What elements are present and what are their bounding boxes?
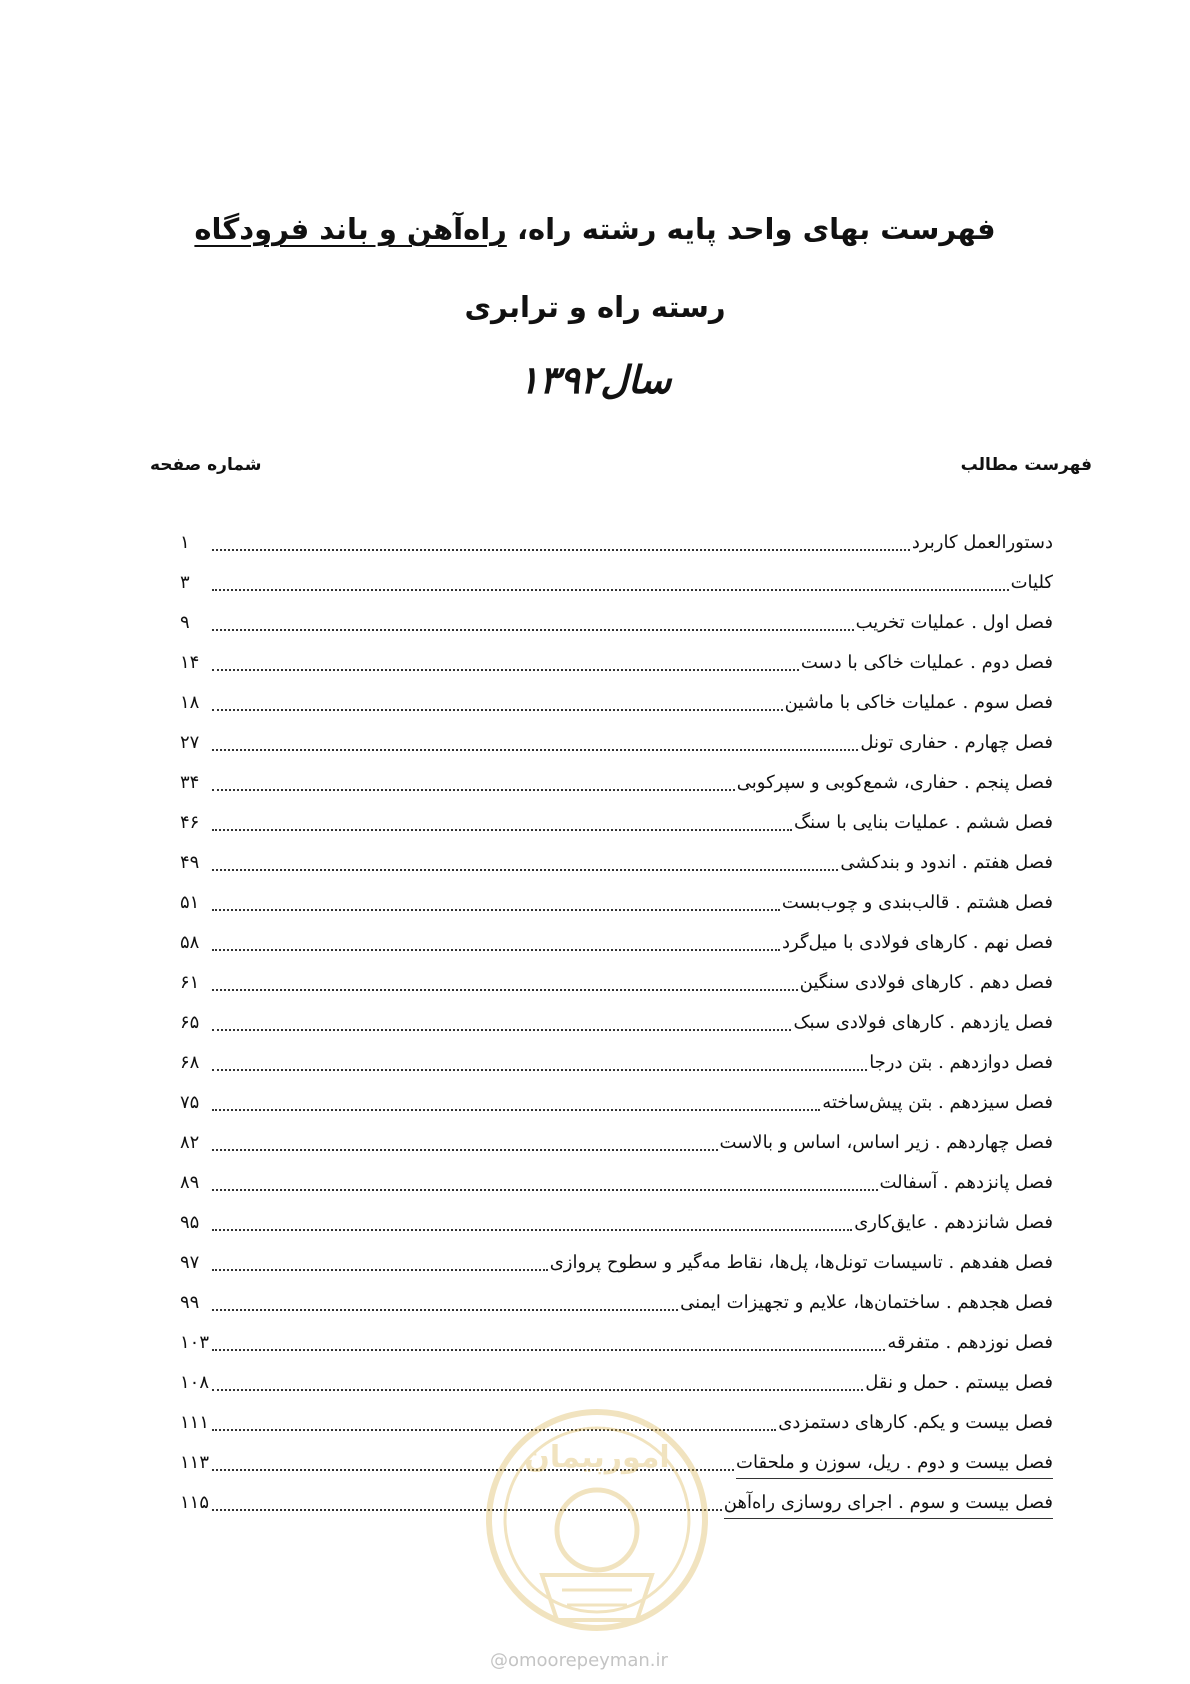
toc-entry	[180, 650, 1053, 690]
toc-entry-label: فصل شانزدهم . عایق‌کاری	[854, 1212, 1053, 1233]
dot-leader	[212, 1370, 863, 1391]
toc-entry	[180, 1250, 1053, 1290]
document-year: سال۱۳۹۲	[518, 358, 672, 402]
toc-entry-page-number: ۱۱۵	[180, 1492, 210, 1513]
toc-entry-label: فصل نوزدهم . متفرقه	[887, 1332, 1053, 1353]
toc-entry-label: فصل پانزدهم . آسفالت	[879, 1172, 1053, 1193]
toc-entry	[180, 970, 1053, 1010]
toc-entry-label: فصل بیست و دوم . ریل، سوزن و ملحقات	[736, 1450, 1053, 1479]
toc-entry	[180, 770, 1053, 810]
toc-entry-page-number: ۱۱۳	[180, 1452, 210, 1473]
toc-entry-label: فصل بیستم . حمل و نقل	[865, 1372, 1053, 1393]
toc-entry-label: فصل یازدهم . کارهای فولادی سبک	[793, 1012, 1053, 1033]
seal-watermark	[482, 1405, 712, 1635]
toc-entry-label: فصل اول . عملیات تخریب	[855, 612, 1053, 633]
toc-entry-page-number: ۹۷	[180, 1252, 200, 1273]
toc-entry-page-number: ۵۱	[180, 892, 200, 913]
toc-entry-page-number: ۹	[180, 612, 190, 633]
toc-entry	[180, 1330, 1053, 1370]
toc-entry-page-number: ۳۴	[180, 772, 200, 793]
toc-entry-label: فصل ششم . عملیات بنایی با سنگ	[793, 812, 1053, 833]
dot-leader	[212, 570, 1009, 591]
dot-leader	[212, 530, 910, 551]
toc-entry-page-number: ۶۵	[180, 1012, 200, 1033]
toc-entry	[180, 530, 1053, 570]
toc-entry	[180, 1290, 1053, 1330]
toc-entry-label: فصل دوازدهم . بتن درجا	[869, 1052, 1053, 1073]
title-line1-prefix: فهرست بهای واحد پایه رشته راه،	[506, 212, 996, 246]
toc-entry	[180, 1210, 1053, 1250]
toc-entry-page-number: ۶۱	[180, 972, 200, 993]
dot-leader	[212, 1250, 548, 1271]
toc-entry-page-number: ۱	[180, 532, 190, 553]
dot-leader	[212, 1130, 718, 1151]
dot-leader	[212, 970, 798, 991]
dot-leader	[212, 1170, 878, 1191]
toc-entry-label: کلیات	[1010, 572, 1053, 593]
dot-leader	[212, 810, 792, 831]
dot-leader	[212, 610, 854, 631]
toc-entry-page-number: ۱۰۸	[180, 1372, 210, 1393]
toc-entry-page-number: ۱۴	[180, 652, 200, 673]
toc-entry	[180, 930, 1053, 970]
toc-entry	[180, 1050, 1053, 1090]
toc-entry-label: فصل نهم . کارهای فولادی با میل‌گرد	[782, 932, 1053, 953]
toc-entry-page-number: ۸۲	[180, 1132, 200, 1153]
toc-entry-label: فصل بیست و یکم. کارهای دستمزدی	[778, 1412, 1053, 1433]
dot-leader	[212, 1210, 852, 1231]
toc-entry	[180, 730, 1053, 770]
toc-entry-page-number: ۷۵	[180, 1092, 200, 1113]
dot-leader	[212, 850, 838, 871]
dot-leader	[212, 690, 783, 711]
toc-entry-page-number: ۸۹	[180, 1172, 200, 1193]
toc-entry-page-number: ۱۱۱	[180, 1412, 210, 1433]
toc-entry	[180, 1090, 1053, 1130]
watermark-url: @omoorepeyman.ir	[490, 1650, 668, 1671]
toc-entry-label: فصل هجدهم . ساختمان‌ها، علایم و تجهیزات ایمنی	[680, 1292, 1053, 1313]
toc-entry	[180, 850, 1053, 890]
toc-entry-page-number: ۱۰۳	[180, 1332, 210, 1353]
document-title	[0, 212, 1190, 246]
toc-entry-page-number: ۶۸	[180, 1052, 200, 1073]
dot-leader	[212, 1090, 820, 1111]
toc-entry-label: فصل سیزدهم . بتن پیش‌ساخته	[822, 1092, 1053, 1113]
dot-leader	[212, 1330, 885, 1351]
toc-entry-page-number: ۳	[180, 572, 190, 593]
toc-entry-label: فصل پنجم . حفاری، شمع‌کوبی و سپرکوبی	[736, 772, 1053, 793]
toc-entry-label: فصل بیست و سوم . اجرای روسازی راه‌آهن	[724, 1490, 1053, 1519]
toc-heading: فهرست مطالب	[960, 455, 1092, 475]
toc-entry-label: فصل هفدهم . تاسیسات تونل‌ها، پل‌ها، نقاط مه‌گیر و سطوح پروازی	[549, 1252, 1053, 1273]
title-line1-underlined: راه‌آهن و باند فرودگاه	[194, 212, 507, 246]
toc-entry	[180, 1130, 1053, 1170]
toc-entry	[180, 690, 1053, 730]
dot-leader	[212, 1290, 678, 1311]
dot-leader	[212, 770, 735, 791]
dot-leader	[212, 650, 799, 671]
seal-text: امورپیمان	[524, 1440, 670, 1475]
toc-entry-label: فصل چهارم . حفاری تونل	[860, 732, 1053, 753]
toc-entry-page-number: ۵۸	[180, 932, 200, 953]
table-of-contents	[180, 530, 1053, 1530]
toc-entry-page-number: ۱۸	[180, 692, 200, 713]
toc-entry-label: دستورالعمل کاربرد	[911, 532, 1053, 553]
toc-entry-label: فصل چهاردهم . زیر اساس، اساس و بالاست	[719, 1132, 1053, 1153]
toc-entry	[180, 1370, 1053, 1410]
toc-entry	[180, 1170, 1053, 1210]
document-subtitle: رسته راه و ترابری	[464, 290, 726, 324]
toc-entry-page-number: ۲۷	[180, 732, 200, 753]
toc-entry-label: فصل هفتم . اندود و بندکشی	[840, 852, 1053, 873]
dot-leader	[212, 1050, 867, 1071]
toc-entry-page-number: ۴۹	[180, 852, 200, 873]
toc-entry-label: فصل دوم . عملیات خاکی با دست	[800, 652, 1053, 673]
toc-entry-label: فصل هشتم . قالب‌بندی و چوب‌بست	[781, 892, 1053, 913]
toc-entry-page-number: ۹۵	[180, 1212, 200, 1233]
toc-entry-label: فصل دهم . کارهای فولادی سنگین	[799, 972, 1053, 993]
dot-leader	[212, 890, 780, 911]
dot-leader	[212, 730, 858, 751]
toc-entry-page-number: ۴۶	[180, 812, 200, 833]
toc-entry	[180, 570, 1053, 610]
toc-entry-label: فصل سوم . عملیات خاکی با ماشین	[784, 692, 1053, 713]
toc-entry	[180, 810, 1053, 850]
dot-leader	[212, 930, 780, 951]
toc-entry-page-number: ۹۹	[180, 1292, 200, 1313]
dot-leader	[212, 1010, 791, 1031]
page-number-heading: شماره صفحه	[150, 455, 262, 475]
toc-entry	[180, 890, 1053, 930]
toc-entry	[180, 610, 1053, 650]
toc-entry	[180, 1010, 1053, 1050]
